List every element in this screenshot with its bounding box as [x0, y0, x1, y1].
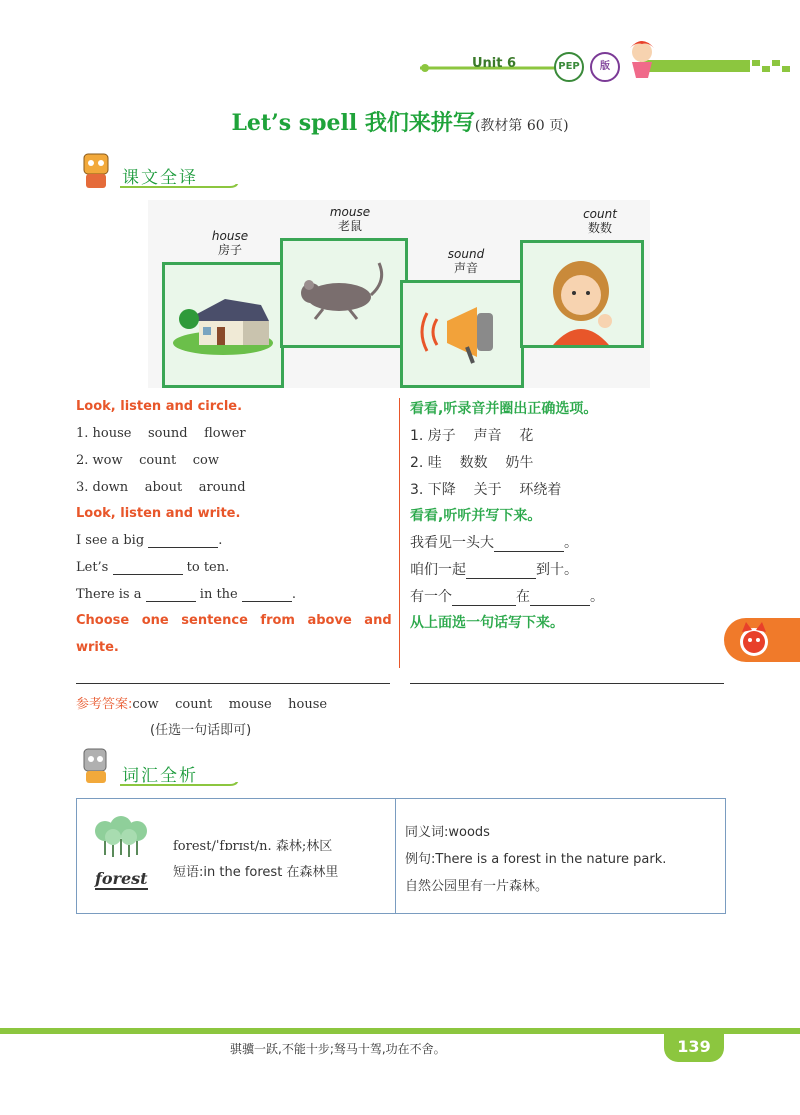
blank-3-zh[interactable]: [452, 591, 516, 606]
label-mouse-en: mouse: [329, 205, 371, 219]
megaphone-icon: [403, 283, 521, 385]
vocab-example-zh: 自然公园里有一片森林。: [405, 879, 549, 894]
task-choose-en-1: Choose one sentence from above and: [76, 613, 392, 628]
sentence-1-part-b: .: [218, 533, 223, 548]
side-tab[interactable]: [724, 618, 800, 662]
picture-mouse: [280, 238, 408, 348]
label-count-zh: 数数: [587, 221, 612, 235]
blank-4-zh[interactable]: [530, 591, 590, 606]
answer-line-en[interactable]: [76, 683, 390, 684]
vocab-definition: forest/ˈfɒrɪst/n. 森林;林区: [173, 839, 333, 854]
circle-option-2: 2. wow count cow: [76, 453, 219, 468]
answer-note: (任选一句话即可): [150, 723, 252, 738]
circle-option-3: 3. down about around: [76, 480, 246, 495]
sentence-3-zh-c: 。: [590, 589, 604, 605]
sentence-2-en: [76, 560, 229, 575]
footer-proverb: 骐骥一跃,不能十步;驽马十驾,功在不舍。: [230, 1042, 446, 1056]
vocab-table: [76, 798, 726, 914]
girl-counting-icon: [523, 243, 641, 345]
circle-option-3-zh: 3. 下降 关于 环绕着: [410, 482, 562, 498]
sentence-3-part-c: .: [291, 587, 297, 602]
answer-line-zh[interactable]: [410, 683, 724, 684]
robot-mascot-icon-2: [76, 745, 116, 785]
label-mouse: [320, 205, 380, 233]
title-main: Let’s spell 我们来拼写: [231, 110, 475, 136]
word-image-forest: forest: [95, 869, 148, 888]
circle-option-1-zh: 1. 房子 声音 花: [410, 428, 534, 444]
picture-sound: [400, 280, 524, 388]
blank-2-zh[interactable]: [466, 564, 536, 579]
header-decoration: [0, 60, 800, 74]
page-title: [0, 106, 800, 137]
label-mouse-zh: 老鼠: [337, 219, 362, 233]
sentence-2-part-a: Let’s: [76, 560, 109, 575]
sentence-1-zh: [410, 532, 578, 552]
blank-3[interactable]: [146, 587, 196, 602]
task-write-zh: 看看,听听并写下来。: [410, 508, 542, 524]
blank-1[interactable]: [148, 533, 218, 548]
sentence-1-zh-b: 。: [564, 535, 578, 551]
vocab-divider: [395, 799, 396, 913]
answer-label: 参考答案:: [76, 697, 133, 712]
title-sub: (教材第 60 页): [474, 118, 569, 134]
sentence-3-zh-a: 有一个: [410, 589, 452, 605]
picture-house: [162, 262, 284, 388]
reference-answer: [76, 693, 327, 712]
sentence-2-part-b: to ten.: [186, 560, 230, 575]
sentence-3-part-b: in the: [199, 587, 238, 602]
task-choose-zh: 从上面选一句话写下来。: [410, 615, 564, 631]
robot-mascot-icon: [76, 150, 116, 190]
vocab-synonym: 同义词:woods: [405, 825, 490, 840]
fairy-mascot-icon: [620, 36, 664, 80]
mouse-icon: [283, 241, 405, 345]
sentence-1-zh-a: 我看见一头大: [410, 535, 494, 551]
blank-1-zh[interactable]: [494, 537, 564, 552]
label-count: [570, 207, 630, 235]
label-house-en: house: [211, 229, 249, 243]
sentence-3-zh: [410, 586, 604, 606]
label-house: [200, 229, 260, 257]
task-write-en: Look, listen and write.: [76, 506, 241, 521]
sentence-2-zh-a: 咱们一起: [410, 562, 466, 578]
vocab-phrase: 短语:in the forest 在森林里: [173, 865, 339, 880]
house-icon: [165, 265, 281, 385]
blank-4[interactable]: [242, 587, 292, 602]
task-circle-en: Look, listen and circle.: [76, 399, 243, 414]
fox-mascot-icon: [732, 618, 776, 662]
task-circle-zh: 看看,听录音并圈出正确选项。: [410, 401, 598, 417]
heading-underline-2: [120, 782, 240, 788]
label-sound-zh: 声音: [453, 261, 478, 275]
unit-label: Unit 6: [472, 56, 517, 71]
edition-badge: 版: [590, 52, 620, 82]
forest-trees-icon: [91, 813, 151, 859]
picture-count: [520, 240, 644, 348]
label-sound-en: sound: [447, 247, 485, 261]
sentence-3-en: [76, 587, 296, 602]
sentence-1-part-a: I see a big: [76, 533, 145, 548]
task-choose-en-2: write.: [76, 640, 119, 655]
sentence-2-zh-b: 到十。: [536, 562, 578, 578]
section-heading-vocabulary: 词汇全析: [122, 766, 198, 786]
label-sound: [436, 247, 496, 275]
blank-2[interactable]: [113, 560, 183, 575]
circle-option-1: 1. house sound flower: [76, 426, 246, 441]
sentence-1-en: [76, 533, 222, 548]
sentence-3-part-a: There is a: [76, 587, 142, 602]
answer-text: cow count mouse house: [132, 697, 328, 712]
sentence-2-zh: [410, 559, 578, 579]
label-house-zh: 房子: [217, 243, 242, 257]
circle-option-2-zh: 2. 哇 数数 奶牛: [410, 455, 534, 471]
sentence-3-zh-b: 在: [516, 589, 530, 605]
vocab-example: 例句:There is a forest in the nature park.: [405, 852, 667, 867]
column-divider: [399, 398, 400, 668]
label-count-en: count: [583, 207, 617, 221]
pep-badge: PEP: [554, 52, 584, 82]
page-number: 139: [664, 1032, 724, 1062]
heading-underline: [120, 184, 240, 190]
section-heading-translation: 课文全译: [122, 168, 198, 188]
